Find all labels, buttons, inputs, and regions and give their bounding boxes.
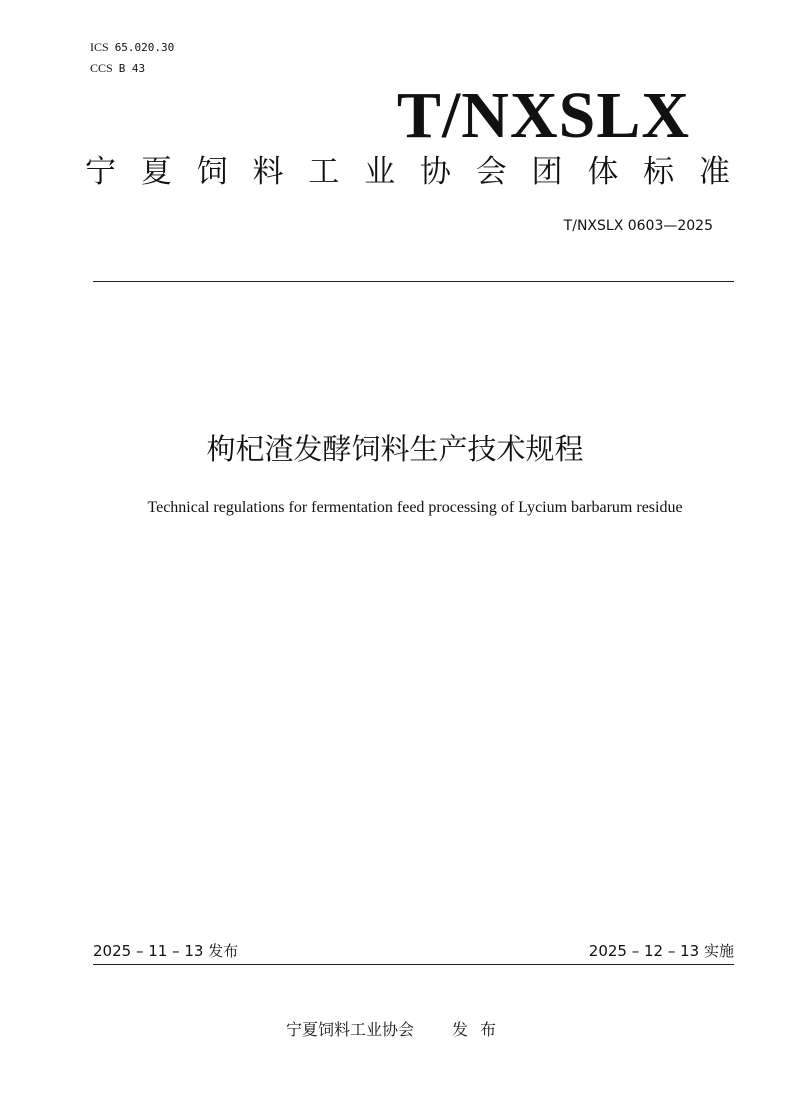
org-char: 料 [252,154,284,190]
ccs-code: B 43 [118,62,146,75]
document-title-chinese: 枸杞渣发酵饲料生产技术规程 [206,432,584,466]
ics-classification [90,39,174,56]
publisher-line [286,1019,508,1041]
org-char: 会 [475,154,507,190]
org-char: 宁 [85,154,116,190]
org-char: 体 [587,154,619,190]
org-char: 夏 [140,154,172,190]
org-char: 工 [308,154,340,190]
ccs-label: CCS [90,61,113,75]
publisher-organization: 宁夏饲料工业协会 [286,1020,415,1039]
ics-code: 65.020.30 [114,41,175,54]
document-title-english: Technical regulations for fermentation feed processing of Lycium barbarum residue [147,499,683,516]
org-char: 饲 [196,154,228,190]
org-char: 准 [698,154,730,190]
header-divider [93,281,734,282]
standard-number: T/NXSLX 0603—2025 [563,218,713,234]
implementation-date: 2025 – 12 – 13 实施 [588,942,734,960]
standard-logo: T/NXSLX [396,79,690,152]
org-char: 协 [419,154,451,190]
ics-label: ICS [90,40,109,54]
org-char: 业 [364,154,396,190]
publisher-action: 发布 [452,1020,509,1039]
ccs-classification [90,60,145,77]
org-char: 团 [531,154,563,190]
organization-header [85,150,730,194]
org-char: 标 [643,154,675,190]
footer-divider [93,964,734,965]
issue-date: 2025 – 11 – 13 发布 [93,942,239,960]
